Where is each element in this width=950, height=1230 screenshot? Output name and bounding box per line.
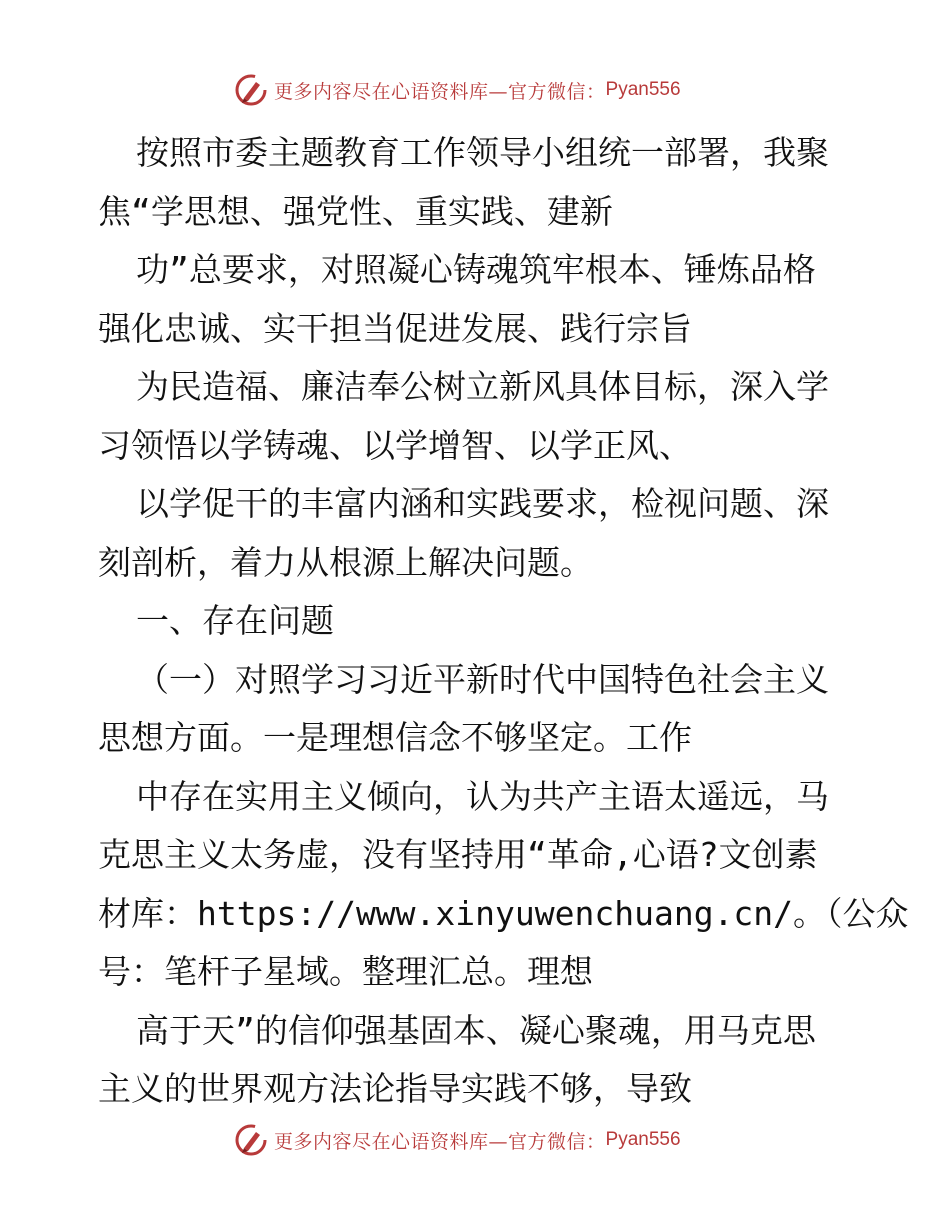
text-line: （一）对照学习习近平新时代中国特色社会主义 — [136, 659, 829, 699]
section-heading: 一、存在问题 — [136, 601, 334, 640]
text-line: 克思主义太务虚，没有坚持用“革命,心语?文创素 — [98, 835, 818, 874]
text-line: 材库：https://www.xinyuwenchuang.cn/。（公众 — [98, 893, 909, 933]
text-line: 习领悟以学铸魂、以学增智、以学正风、 — [98, 425, 692, 465]
footer-banner-wechat: Pyan556 — [605, 1129, 681, 1150]
header-banner — [234, 70, 681, 110]
text-line: 以学促干的丰富内涵和实践要求，检视问题、深 — [136, 484, 829, 523]
footer-banner — [234, 1120, 681, 1160]
text-line: 功”总要求，对照凝心铸魂筑牢根本、锤炼品格 — [136, 250, 816, 289]
text-line: 思想方面。一是理想信念不够坚定。工作 — [98, 718, 692, 757]
pen-circle-logo-icon — [234, 1123, 268, 1157]
footer-banner-text: 更多内容尽在心语资料库—官方微信： — [274, 1130, 606, 1153]
text-line: 强化忠诚、实干担当促进发展、践行宗旨 — [98, 308, 692, 348]
pen-circle-logo-icon — [234, 73, 268, 107]
text-line: 为民造福、廉洁奉公树立新风具体目标，深入学 — [136, 367, 829, 406]
text-line: 中存在实用主义倾向，认为共产主语太遥远，马 — [136, 776, 829, 816]
text-line: 高于天”的信仰强基固本、凝心聚魂，用马克思 — [136, 1010, 816, 1050]
header-banner-wechat: Pyan556 — [605, 79, 681, 100]
text-line: 按照市委主题教育工作领导小组统一部署，我聚 — [136, 133, 829, 172]
text-line: 焦“学思想、强党性、重实践、建新 — [98, 191, 613, 231]
body-text — [98, 124, 909, 1119]
text-line: 主义的世界观方法论指导实践不够，导致 — [98, 1069, 692, 1108]
text-line: 号：笔杆子星域。整理汇总。理想 — [98, 952, 593, 991]
header-banner-text: 更多内容尽在心语资料库—官方微信： — [274, 80, 606, 103]
text-line: 刻剖析，着力从根源上解决问题。 — [98, 542, 593, 582]
